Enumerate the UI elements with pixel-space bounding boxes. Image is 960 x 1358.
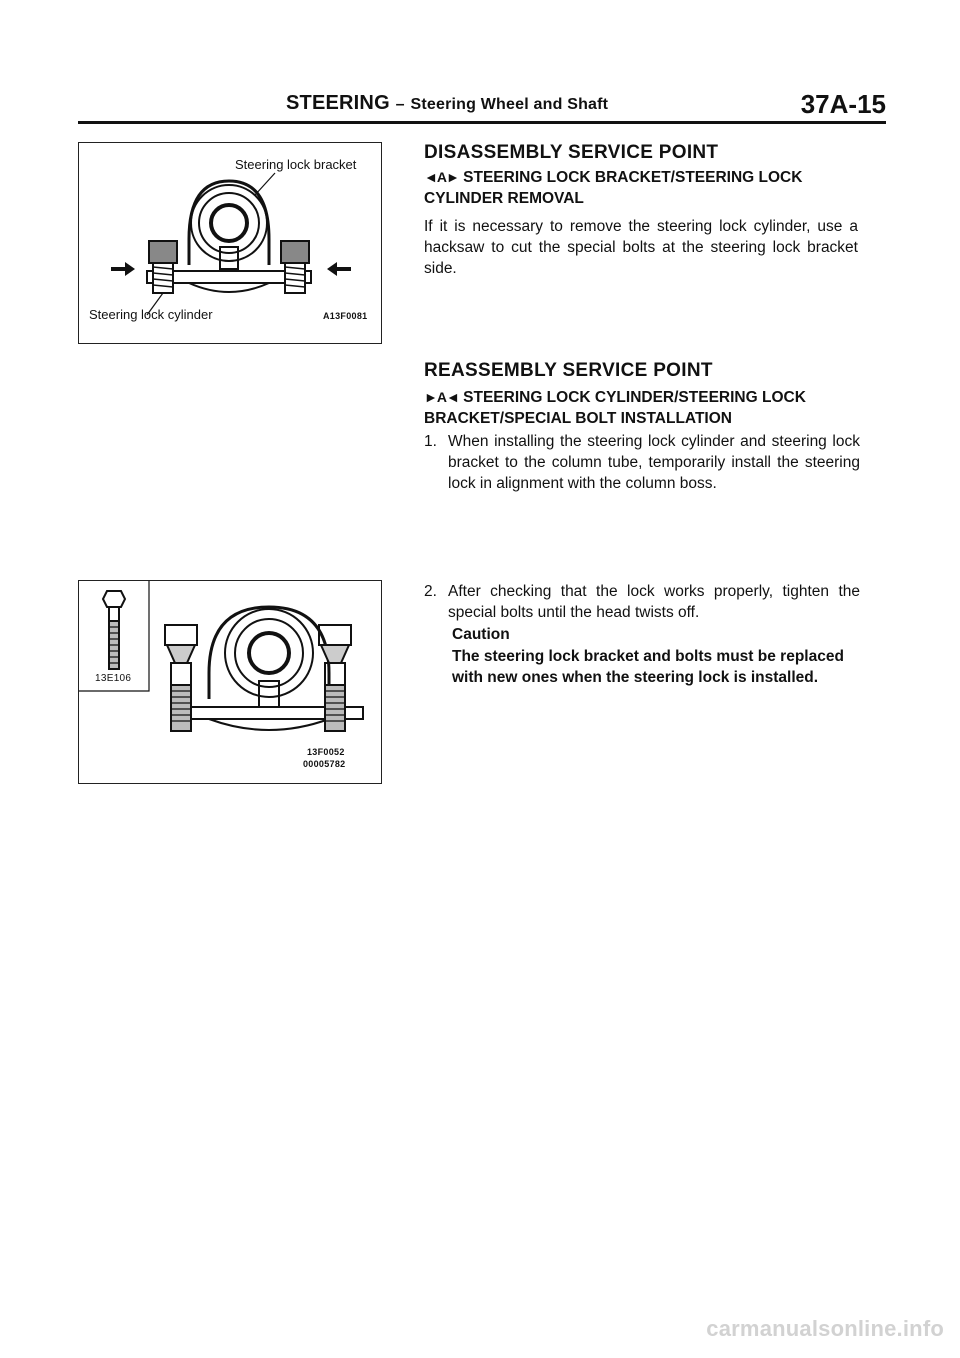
disassembly-subtitle: STEERING LOCK BRACKET/STEERING LOCK CYLINDER REMOVAL (424, 169, 803, 207)
caution-title: Caution (452, 626, 510, 643)
disassembly-body: If it is necessary to remove the steering lock cylinder, use a hacksaw to cut the special bolts at the steering lock bracket side. (424, 218, 858, 277)
page-title (286, 92, 608, 115)
page-header (78, 89, 886, 122)
page-number: 37A-15 (800, 89, 886, 119)
disassembly-symbol: ◄A► (424, 169, 459, 185)
watermark: carmanualsonline.info (706, 1316, 944, 1341)
title-main: STEERING (286, 92, 390, 114)
reassembly-subheading (424, 387, 864, 429)
step-2-number: 2. (424, 583, 437, 600)
label-steering-lock-bracket: Steering lock bracket (235, 157, 357, 172)
reassembly-heading: REASSEMBLY SERVICE POINT (424, 360, 713, 381)
step-1-number: 1. (424, 433, 437, 450)
figure-special-bolt (78, 580, 382, 784)
figure2-code-1: 13F0052 (307, 747, 345, 757)
caution-body: The steering lock bracket and bolts must be replaced with new ones when the steering lock is installed. (452, 648, 844, 686)
figure-lock-bracket (78, 142, 382, 344)
disassembly-heading: DISASSEMBLY SERVICE POINT (424, 142, 719, 163)
figure2-inset-code: 13E106 (95, 673, 132, 684)
reassembly-subtitle: STEERING LOCK CYLINDER/STEERING LOCK BRACKET/SPECIAL BOLT INSTALLATION (424, 389, 806, 427)
disassembly-subheading (424, 167, 864, 209)
header-rule (78, 121, 886, 124)
figure1-code: A13F0081 (323, 311, 368, 321)
step-1-text: When installing the steering lock cylinder and steering lock bracket to the column tube, temporarily install the steering lock in alignment with the column boss. (448, 433, 860, 492)
title-dash: – (395, 96, 405, 113)
figure2-code-2: 00005782 (303, 759, 346, 769)
step-2-text: After checking that the lock works properly, tighten the special bolts until the head twists off. (448, 583, 860, 621)
label-steering-lock-cylinder: Steering lock cylinder (89, 307, 213, 322)
title-sub: Steering Wheel and Shaft (410, 96, 609, 113)
reassembly-symbol: ►A◄ (424, 389, 459, 405)
